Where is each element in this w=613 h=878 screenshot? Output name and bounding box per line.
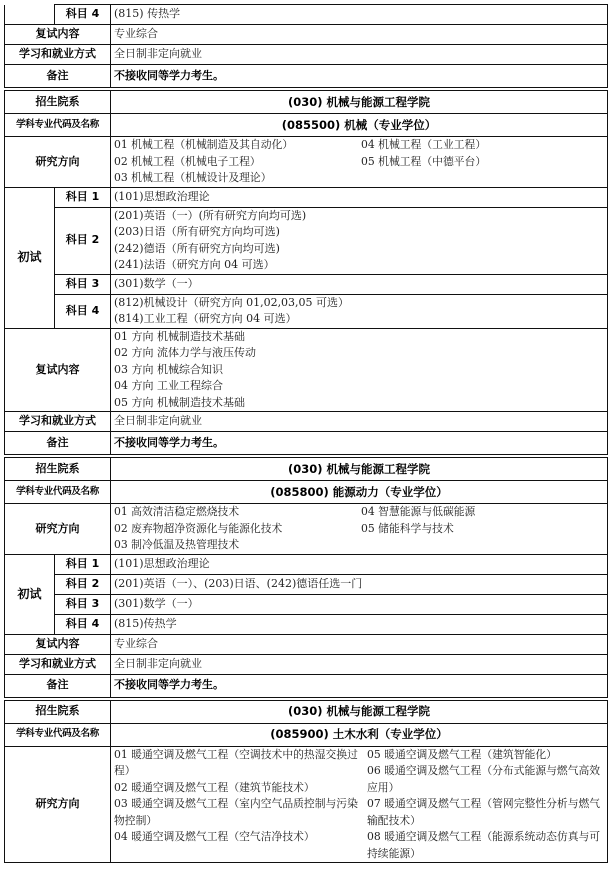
subject1-value: (101)思想政治理论 [111, 187, 608, 207]
direction-item: 04 机械工程（工业工程） [361, 138, 487, 151]
subject1-row [5, 554, 608, 574]
subject3-row [5, 594, 608, 614]
direction-item: 04 智慧能源与低碳能源 [361, 505, 476, 518]
direction-item: 03 暖通空调及燃气工程（室内空气品质控制与污染物控制） [114, 797, 358, 827]
direction-row [5, 746, 608, 863]
college-value: (030) 机械与能源工程学院 [111, 458, 608, 481]
fragment-retest-row [5, 25, 608, 45]
direction-label: 研究方向 [5, 137, 111, 188]
direction-row [5, 504, 608, 555]
subject3-row [5, 274, 608, 294]
direction-item: 01 机械工程（机械制造及其自动化） [114, 138, 294, 151]
fragment-retest-label: 复试内容 [5, 25, 111, 45]
retest-label: 复试内容 [5, 328, 111, 412]
major-value: (085500) 机械（专业学位） [111, 114, 608, 137]
subject2-option: (242)德语（所有研究方向均可选) [114, 241, 280, 255]
college-value: (030) 机械与能源工程学院 [111, 700, 608, 723]
subject3-value: (301)数学（一） [111, 274, 608, 294]
college-value: (030) 机械与能源工程学院 [111, 91, 608, 114]
note-label: 备注 [5, 674, 111, 697]
college-label: 招生院系 [5, 91, 111, 114]
major-label: 学科专业代码及名称 [5, 481, 111, 504]
direction-item: 03 制冷低温及热管理技术 [114, 538, 240, 551]
mode-row [5, 654, 608, 674]
major-label: 学科专业代码及名称 [5, 114, 111, 137]
subject3-label: 科目 3 [55, 274, 111, 294]
direction-item: 01 高效清洁稳定燃烧技术 [114, 505, 240, 518]
fragment-exam-cell [5, 5, 55, 25]
subject2-option: (241)法语（研究方向 04 可选） [114, 258, 275, 271]
subject1-label: 科目 1 [55, 554, 111, 574]
exam-label: 初试 [5, 187, 55, 328]
major-label: 学科专业代码及名称 [5, 723, 111, 746]
exam-label: 初试 [5, 554, 55, 634]
fragment-subject4-row [5, 5, 608, 25]
subject4-row [5, 614, 608, 634]
mode-value: 全日制非定向就业 [111, 412, 608, 432]
retest-item: 01 方向 机械制造技术基础 [114, 329, 245, 343]
fragment-subject4-label: 科目 4 [55, 5, 111, 25]
subject3-value: (301)数学（一） [111, 594, 608, 614]
subject4-row [5, 294, 608, 328]
fragment-mode-label: 学习和就业方式 [5, 45, 111, 65]
subject1-label: 科目 1 [55, 187, 111, 207]
subject2-value: (201)英语（一）、(203)日语、(242)德语任选一门 [111, 574, 608, 594]
direction-item: 07 暖通空调及燃气工程（管网完整性分析与燃气输配技术） [367, 797, 601, 827]
college-row [5, 700, 608, 723]
college-label: 招生院系 [5, 458, 111, 481]
fragment-mode-value: 全日制非定向就业 [111, 45, 608, 65]
direction-list [111, 746, 608, 863]
mode-label: 学习和就业方式 [5, 654, 111, 674]
subject3-label: 科目 3 [55, 594, 111, 614]
retest-item: 04 方向 工业工程综合 [114, 379, 223, 392]
direction-label: 研究方向 [5, 504, 111, 555]
mode-row [5, 412, 608, 432]
major-row [5, 481, 608, 504]
retest-row [5, 634, 608, 654]
direction-list [111, 504, 608, 555]
note-row [5, 432, 608, 455]
direction-list [111, 137, 608, 188]
direction-item: 08 暖通空调及燃气工程（能源系统动态仿真与可持续能源） [367, 830, 601, 860]
direction-row [5, 137, 608, 188]
retest-item: 02 方向 流体力学与液压传动 [114, 346, 256, 359]
subject2-label: 科目 2 [55, 574, 111, 594]
retest-value [111, 328, 608, 412]
subject4-option: (814)工业工程（研究方向 04 可选） [114, 312, 297, 325]
direction-item: 03 机械工程（机械设计及理论） [114, 171, 272, 184]
direction-item: 05 暖通空调及燃气工程（建筑智能化） [367, 747, 557, 761]
subject4-value [111, 294, 608, 328]
college-row [5, 91, 608, 114]
retest-value: 专业综合 [111, 634, 608, 654]
admissions-table [4, 4, 608, 863]
subject4-label: 科目 4 [55, 614, 111, 634]
fragment-mode-row [5, 45, 608, 65]
subject1-value: (101)思想政治理论 [111, 554, 608, 574]
direction-item: 01 暖通空调及燃气工程（空调技术中的热湿交换过程） [114, 747, 358, 777]
direction-item: 02 废弃物超净资源化与能源化技术 [114, 521, 283, 535]
major-value: (085800) 能源动力（专业学位） [111, 481, 608, 504]
direction-item: 05 储能科学与技术 [361, 521, 454, 535]
direction-item: 02 机械工程（机械电子工程） [114, 154, 261, 168]
fragment-note-label: 备注 [5, 65, 111, 88]
note-label: 备注 [5, 432, 111, 455]
note-row [5, 674, 608, 697]
major-row [5, 114, 608, 137]
subject2-label: 科目 2 [55, 207, 111, 274]
subject1-row [5, 187, 608, 207]
subject4-option: (812)机械设计（研究方向 01,02,03,05 可选） [114, 295, 350, 309]
direction-item: 05 机械工程（中德平台） [361, 154, 487, 168]
college-row [5, 458, 608, 481]
direction-label: 研究方向 [5, 746, 111, 863]
subject4-value: (815)传热学 [111, 614, 608, 634]
major-value: (085900) 土木水利（专业学位） [111, 723, 608, 746]
college-label: 招生院系 [5, 700, 111, 723]
direction-item: 02 暖通空调及燃气工程（建筑节能技术） [114, 780, 315, 794]
note-value: 不接收同等学力考生。 [111, 674, 608, 697]
subject2-row [5, 207, 608, 274]
major-row [5, 723, 608, 746]
fragment-subject4-value: (815) 传热学 [111, 5, 608, 25]
fragment-retest-value: 专业综合 [111, 25, 608, 45]
subject2-option: (201)英语（一）(所有研究方向均可选) [114, 208, 307, 222]
mode-value: 全日制非定向就业 [111, 654, 608, 674]
subject4-label: 科目 4 [55, 294, 111, 328]
fragment-note-value: 不接收同等学力考生。 [111, 65, 608, 88]
subject2-value [111, 207, 608, 274]
retest-label: 复试内容 [5, 634, 111, 654]
fragment-note-row [5, 65, 608, 88]
retest-item: 03 方向 机械综合知识 [114, 362, 223, 376]
direction-item: 04 暖通空调及燃气工程（空气洁净技术） [114, 830, 315, 843]
note-value: 不接收同等学力考生。 [111, 432, 608, 455]
retest-item: 05 方向 机械制造技术基础 [114, 395, 245, 409]
subject2-row [5, 574, 608, 594]
retest-row [5, 328, 608, 412]
subject2-option: (203)日语（所有研究方向均可选) [114, 225, 280, 238]
mode-label: 学习和就业方式 [5, 412, 111, 432]
direction-item: 06 暖通空调及燃气工程（分布式能源与燃气高效应用） [367, 764, 601, 794]
